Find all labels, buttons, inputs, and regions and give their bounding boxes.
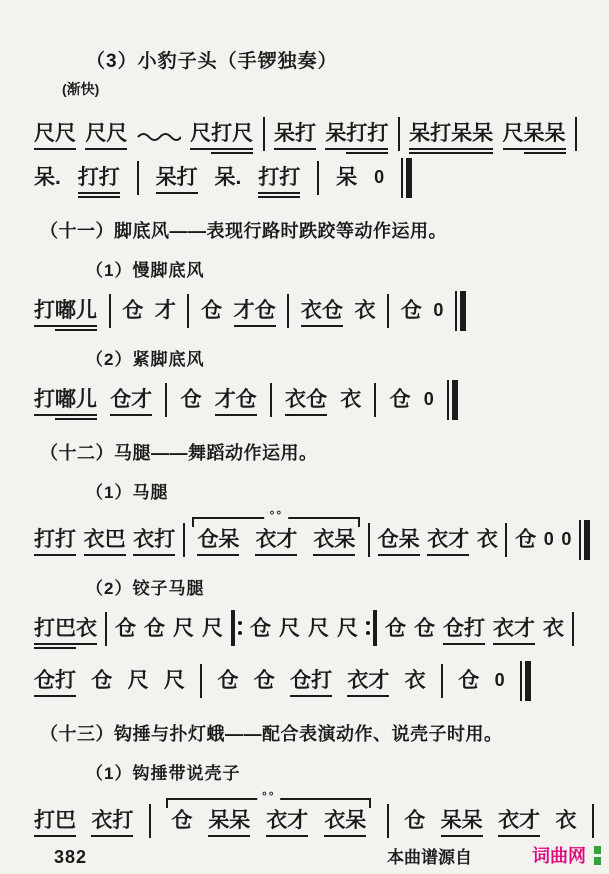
repeat-dot [238,621,242,625]
beat-group: 打嘟儿 [34,388,97,421]
beat-group: 衣巴 [84,528,126,561]
section-heading-12: （十二）马腿——舞蹈动作运用。 [40,443,318,463]
beat-group: 衣才 [427,528,469,561]
footer-watermark [387,842,589,868]
barline [398,117,400,151]
repeat-open-sign [231,610,242,646]
barline [374,383,376,417]
sub-heading-jiaozi-matui: （2）铰子马腿 [86,579,205,598]
beat-group: 衣 [404,668,426,692]
barline [137,161,139,195]
final-barline-thick [525,661,531,701]
rest-zero: 0 [433,300,444,321]
beat-group: 尺尺 [85,122,127,155]
final-barline-thick [460,291,466,331]
phrase-bracket [166,788,371,842]
beat-group: 尺 [279,616,300,640]
beat-group: 尺 [163,668,185,692]
repeat-bar [231,610,235,646]
rest-zero: 0 [423,389,434,410]
beat-group: 仓 [171,808,193,832]
final-barline [579,520,590,560]
sub-heading-matui: （1）马腿 [86,483,169,502]
beat-group: 呆. [214,165,242,189]
barline [187,294,189,328]
barline [287,294,289,328]
sub-heading-gouchui: （1）钩捶带说壳子 [86,764,241,783]
beat-group: 仓 [201,298,223,322]
beat-group: 呆呆 [441,809,483,842]
double-underline-part: 嘟儿 [55,387,97,411]
barline [263,117,265,151]
barline [387,294,389,328]
beat-group: 仓 [385,616,406,640]
watermark-site-name: 词曲网 [532,846,586,866]
beat-group: 衣 [340,387,362,411]
beat-group: 衣 [543,616,564,640]
double-underline-part: 打尺 [211,121,254,145]
beat-group: 衣呆 [324,809,366,842]
beat-group: 尺 [308,616,329,640]
wavy-line-icon [137,130,181,142]
beat-group: 呆打 [274,122,316,155]
beat-group: 衣 [354,298,376,322]
beat-group: 才 [154,298,176,322]
barline [368,523,370,557]
beat-group: 仓 [458,668,480,692]
site-logo-icon [594,846,601,865]
double-underline-part: 打打 [346,121,389,145]
beat-group: 衣才 [493,617,535,650]
beat-group: 衣打 [91,809,133,842]
repeat-bar [373,610,377,646]
final-barline-thick [452,380,458,420]
beat-group: 衣才 [347,669,389,702]
beat-group: 打巴 [34,809,76,842]
rest-zero: 0 [543,529,554,550]
score-line-jiao-zi-ma-tui-line-2 [34,660,531,702]
beat-group: 呆打 [156,166,198,199]
beat-group: 仓打 [290,669,332,702]
repeat-dots [238,621,242,635]
beat-group: 仓 [180,387,202,411]
beat-group: 仓打 [443,617,485,650]
section-heading-13: （十三）钩捶与扑灯蛾——配合表演动作、说壳子时用。 [40,724,503,744]
beat-group: 衣打 [133,528,175,561]
double-underline-part: 呆呆 [523,121,566,145]
beat-group: 仓 [253,668,275,692]
beat-group: 仓呆 [197,528,239,561]
tempo-marking: (渐快) [62,81,100,97]
repeat-dot [366,621,370,625]
score-line-xiao-bao-zi-tou-line-2 [34,157,412,199]
repeat-close-sign [366,610,377,646]
score-line-jin-jiao-di-feng [34,379,458,421]
beat-group: 仓呆 [378,528,420,561]
page-number: 382 [54,847,88,867]
beat-group: 仓 [404,808,426,832]
double-underline-part: 打巴 [34,616,76,640]
beat-group: 尺 [337,616,358,640]
piece-title: （3）小豹子头（手锣独奏） [86,51,338,72]
final-barline-thin [520,661,522,701]
watermark-source-text: 本曲谱源自 [387,847,472,867]
beat-group: 衣仓 [285,388,327,421]
final-barline [447,380,458,420]
beat-group: 仓 [217,668,239,692]
phrase-bracket [192,507,360,561]
barline [505,523,507,557]
bracket-circles-mark: °° [265,509,289,521]
beat-group: 衣 [476,527,498,551]
score-line-ma-tui [34,505,590,561]
barline [270,383,272,417]
beat-group: 打打 [258,166,300,199]
beat-group: 呆打打 [325,122,388,155]
rest-zero: 0 [494,670,505,691]
score-line-man-jiao-di-feng [34,290,466,332]
final-barline-thin [455,291,457,331]
beat-group: 尺呆呆 [503,122,566,155]
beat-group: 尺尺 [34,122,76,155]
beat-group: 呆打呆呆 [409,122,493,155]
beat-group: 打嘟儿 [34,299,97,332]
score-line-gou-chui-dai-shuo-ke-zi [34,786,594,842]
beat-group: 衣才 [498,809,540,842]
beat-group: 打打 [78,166,120,199]
beat-group: 尺 [173,616,194,640]
beat-group: 仓 [515,527,537,551]
bracket-circles-mark: °° [257,790,281,802]
beat-group: 衣才 [266,809,308,842]
beat-group: 仓 [400,298,422,322]
final-barline-thick [406,158,412,198]
beat-group: 呆呆 [208,809,250,842]
rest-zero: 0 [374,167,385,188]
final-barline-thin [447,380,449,420]
sub-heading-slow-jiaodifeng: （1）慢脚底风 [86,261,205,280]
barline [575,117,577,151]
beat-group: 才仓 [234,299,276,332]
beat-group: 呆. [34,165,61,189]
beat-group: 尺打尺 [190,122,253,155]
beat-group: 尺 [202,616,223,640]
barline [441,664,443,698]
barline [592,804,594,838]
beat-group: 仓才 [110,388,152,421]
rest-zero: 0 [561,529,572,550]
score-line-xiao-bao-zi-tou-line-1 [34,113,577,155]
beat-group: 尺 [127,668,149,692]
beat-group: 仓 [414,616,435,640]
beat-group: 衣呆 [313,528,355,561]
beat-group: 仓 [389,387,411,411]
barline [572,612,574,646]
section-heading-11: （十一）脚底风——表现行路时跌跤等动作运用。 [40,221,447,241]
beat-group: 衣仓 [301,299,343,332]
barline [200,664,202,698]
barline [105,612,107,646]
repeat-dot [238,631,242,635]
repeat-dots [366,621,370,635]
barline [165,383,167,417]
final-barline-thick [584,520,590,560]
beat-group: 才仓 [215,388,257,421]
beat-group: 呆 [336,165,358,189]
barline [149,804,151,838]
final-barline-thin [401,158,403,198]
final-barline [455,291,466,331]
sub-heading-tight-jiaodifeng: （2）紧脚底风 [86,350,205,369]
score-line-jiao-zi-ma-tui-line-1 [34,608,574,650]
beat-group: 仓 [250,616,271,640]
beat-group: 仓 [144,616,165,640]
final-barline-thin [579,520,581,560]
barline [387,804,389,838]
beat-group: 仓 [115,616,136,640]
double-underline-part: 嘟儿 [55,298,97,322]
beat-group: 打巴衣 [34,617,97,650]
final-barline [520,661,531,701]
barline [109,294,111,328]
beat-group: 衣 [555,808,577,832]
beat-group: 仓 [91,668,113,692]
final-barline [401,158,412,198]
repeat-dot [366,631,370,635]
page-footer [34,842,589,872]
beat-group: 打打 [34,528,76,561]
barline [183,523,185,557]
beat-group: 衣才 [255,528,297,561]
beat-group: 仓 [122,298,144,322]
beat-group: 仓打 [34,669,76,702]
barline [317,161,319,195]
